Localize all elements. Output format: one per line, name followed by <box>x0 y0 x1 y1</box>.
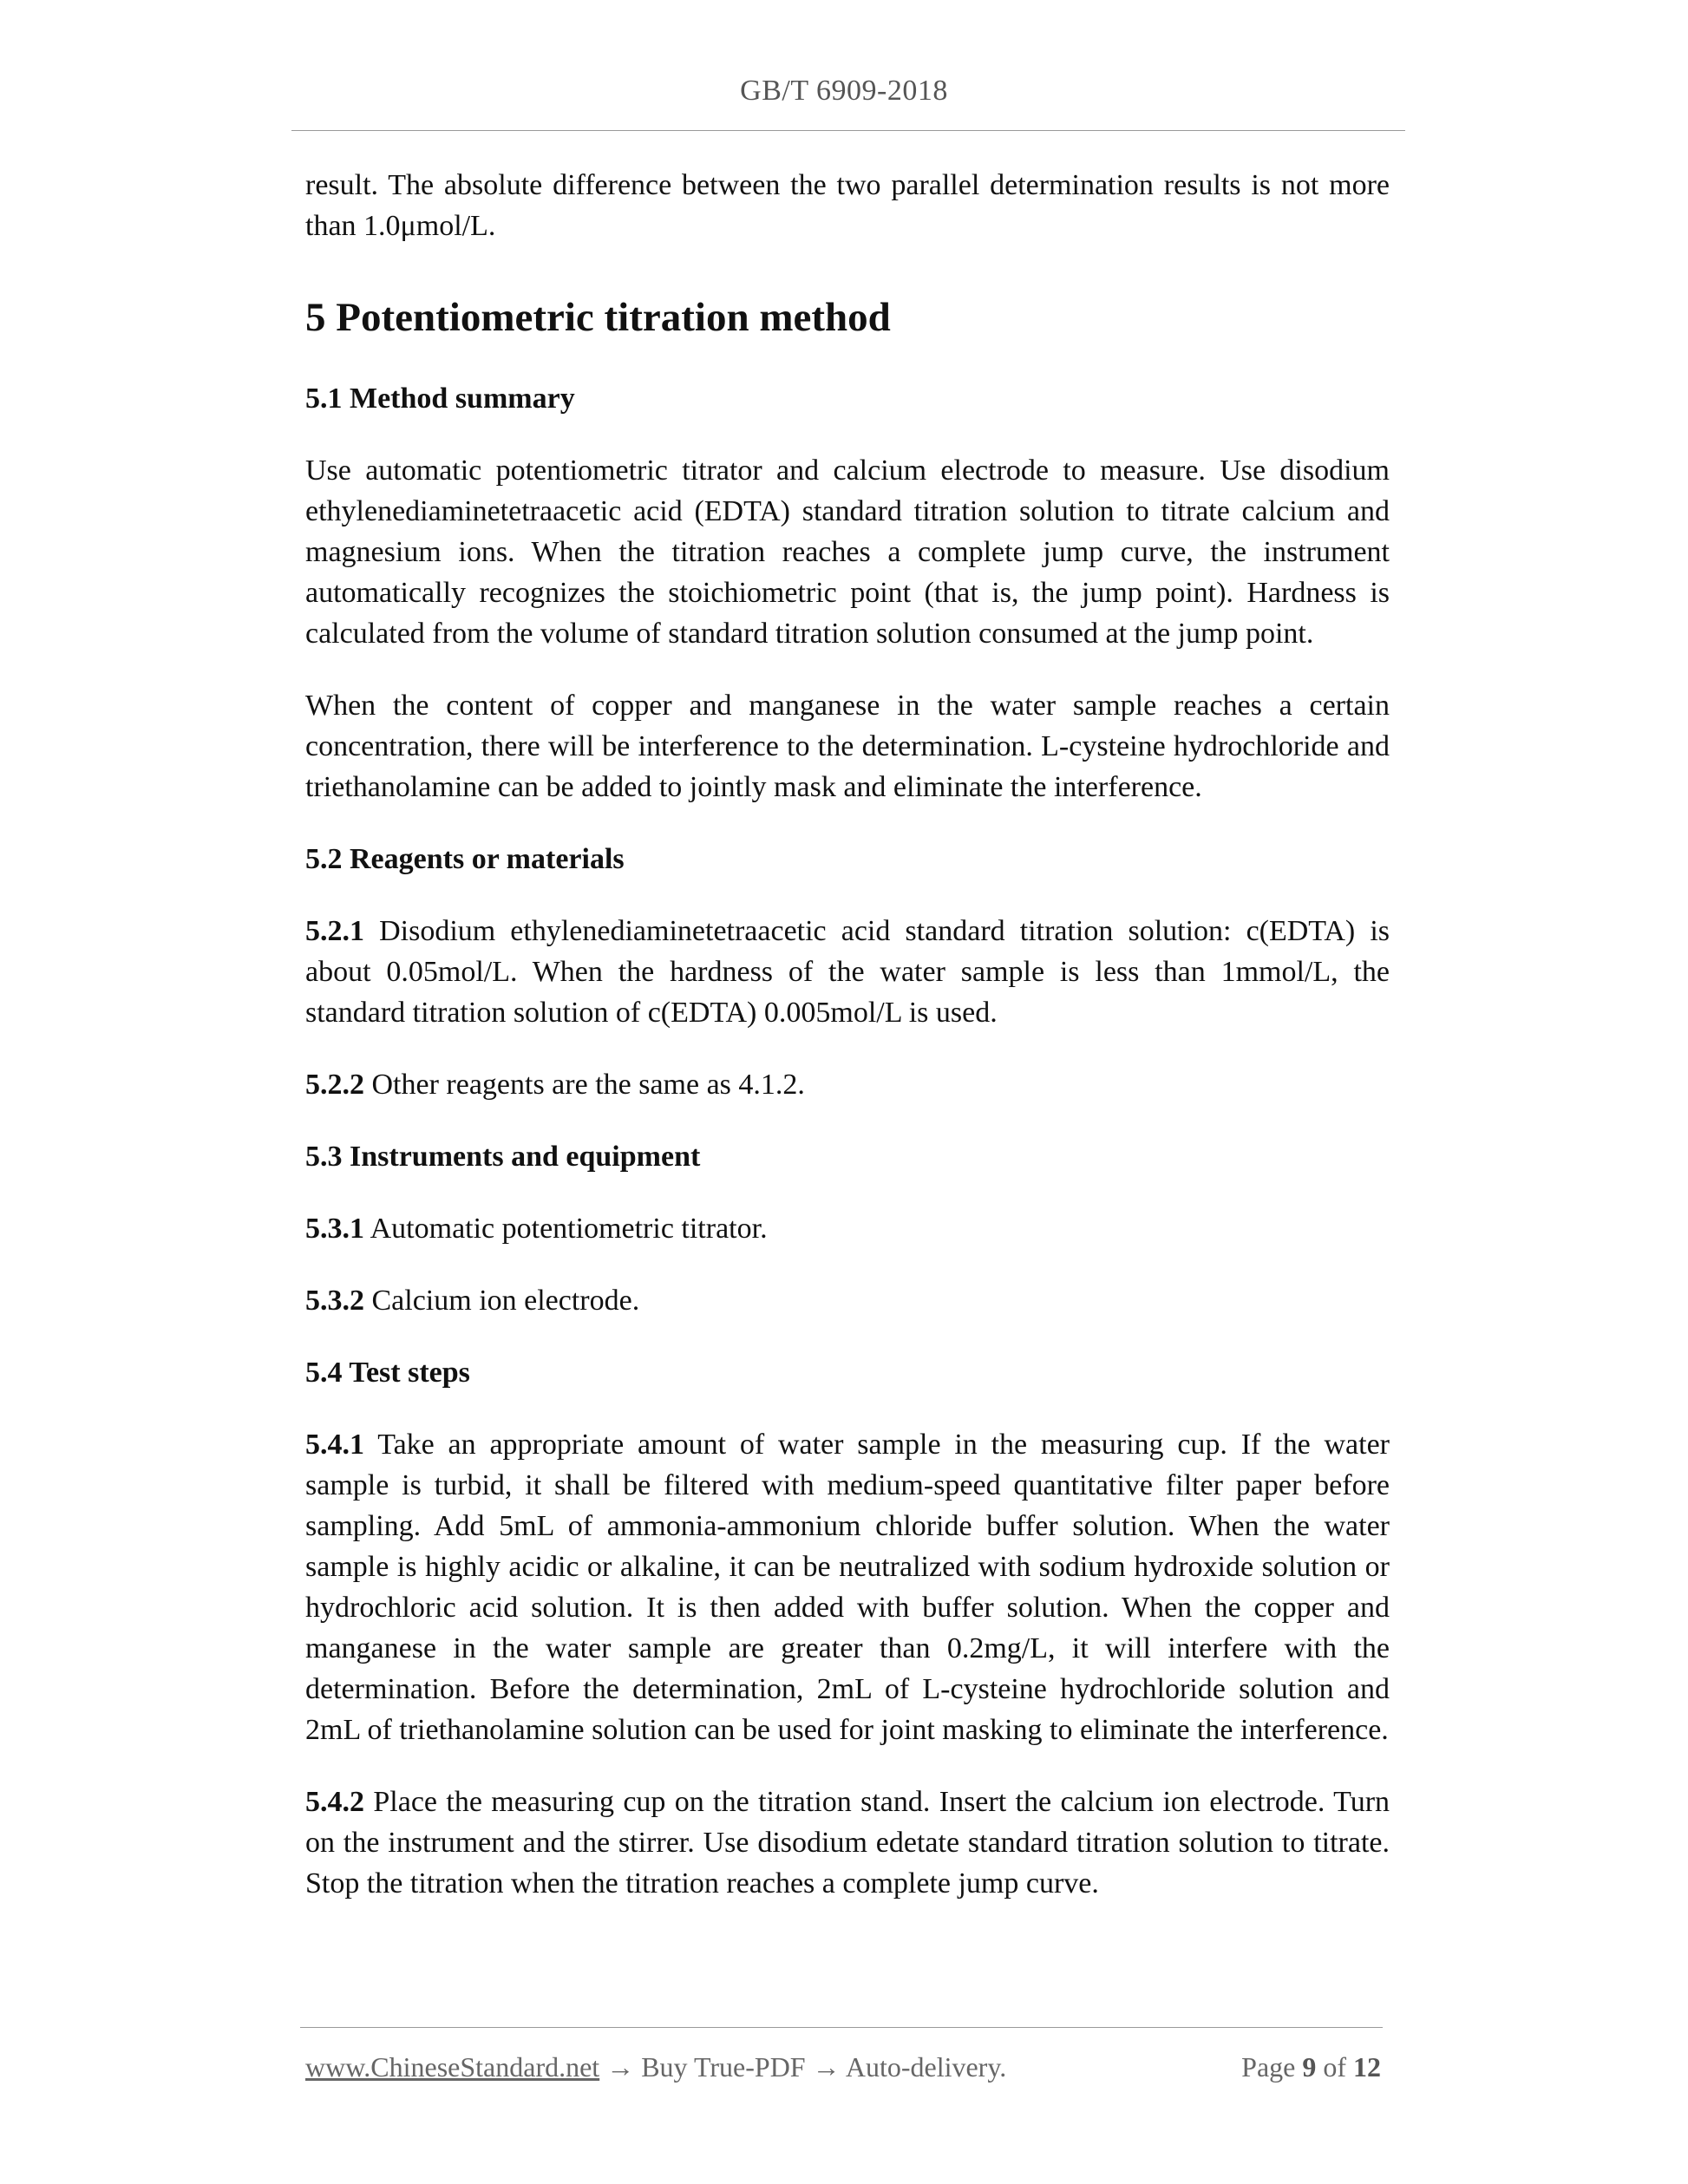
footer-promo <box>305 2049 1006 2085</box>
arrow-right-icon: → <box>606 2051 635 2083</box>
clause-number: 5.4.1 <box>305 1429 364 1461</box>
clause-text: Disodium ethylenediaminetetraacetic acid standard titration solution: c(EDTA) is about 0.05mol/L. When the hardness of the water sample is less than 1mmol/L, the standard titration solution of c(EDTA) 0.005mol/L is used. <box>305 915 1390 1029</box>
clause-text: Other reagents are the same as 4.1.2. <box>371 1069 805 1101</box>
clause-number: 5.4.2 <box>305 1786 364 1818</box>
clause-number: 5.3.2 <box>305 1285 364 1317</box>
header-divider <box>291 130 1405 131</box>
paragraph-5-1-a: Use automatic potentiometric titrator and calcium electrode to measure. Use disodium ethylenediaminetetraacetic acid (EDTA) standard titration solution to titrate calcium and magnesium ions. When the titration reaches a complete jump curve, the instrument automatically recognizes the stoichiometric point (that is, the jump point). Hardness is calculated from the volume of standard titration solution consumed at the jump point. <box>305 454 1390 650</box>
clause-5-2-2 <box>305 1064 1390 1105</box>
section-heading-5: 5 Potentiometric titration method <box>305 295 891 340</box>
clause-5-2-1 <box>305 911 1390 1033</box>
total-pages-number: 12 <box>1353 2051 1381 2083</box>
clause-text: Calcium ion electrode. <box>371 1285 640 1317</box>
arrow-right-icon: → <box>812 2051 841 2083</box>
clause-number: 5.3.1 <box>305 1213 364 1245</box>
paragraph-continued: result. The absolute difference between the two parallel determination results is not more than 1.0μmol/L. <box>305 169 1390 242</box>
subsection-heading-5-4: 5.4 Test steps <box>305 1357 470 1389</box>
clause-5-3-1 <box>305 1208 1390 1249</box>
clause-text: Automatic potentiometric titrator. <box>370 1213 768 1245</box>
page-content <box>305 165 1390 1935</box>
subsection-heading-5-1: 5.1 Method summary <box>305 383 575 415</box>
footer-divider <box>300 2027 1383 2028</box>
document-header: GB/T 6909-2018 <box>740 75 948 107</box>
clause-number: 5.2.1 <box>305 915 364 947</box>
subsection-heading-5-3: 5.3 Instruments and equipment <box>305 1141 701 1173</box>
clause-text: Take an appropriate amount of water sample in the measuring cup. If the water sample is turbid, it shall be filtered with medium-speed quantitative filter paper before sampling. Add 5mL of ammonia-ammonium chloride buffer solution. When the water sample is highly acidic or alkaline, it can be neutralized with sodium hydroxide solution or hydrochloric acid solution. It is then added with buffer solution. When the copper and manganese in the water sample are greater than 0.2mg/L, it will interfere with the determination. Before the determination, 2mL of L-cysteine hydrochloride solution and 2mL of triethanolamine solution can be used for joint masking to eliminate the interference. <box>305 1429 1390 1746</box>
buy-true-pdf-text: Buy True-PDF <box>641 2051 806 2083</box>
paragraph-5-1-b: When the content of copper and manganese in the water sample reaches a certain concentration, there will be interference to the determination. L-cysteine hydrochloride and triethanolamine can be added to jointly mask and eliminate the interference. <box>305 690 1390 803</box>
chinesestandard-link[interactable]: www.ChineseStandard.net <box>305 2051 600 2083</box>
of-label: of <box>1323 2051 1346 2083</box>
current-page-number: 9 <box>1302 2051 1317 2083</box>
clause-5-3-2 <box>305 1280 1390 1321</box>
clause-5-4-2 <box>305 1782 1390 1904</box>
subsection-heading-5-2: 5.2 Reagents or materials <box>305 843 625 875</box>
page-label: Page <box>1241 2051 1296 2083</box>
clause-number: 5.2.2 <box>305 1069 364 1101</box>
clause-text: Place the measuring cup on the titration stand. Insert the calcium ion electrode. Turn on the instrument and the stirrer. Use disodium edetate standard titration solution to titrate. Stop the titration when the titration reaches a complete jump curve. <box>305 1786 1390 1900</box>
auto-delivery-text: Auto-delivery. <box>845 2051 1007 2083</box>
page-indicator <box>1241 2049 1381 2085</box>
clause-5-4-1 <box>305 1424 1390 1750</box>
